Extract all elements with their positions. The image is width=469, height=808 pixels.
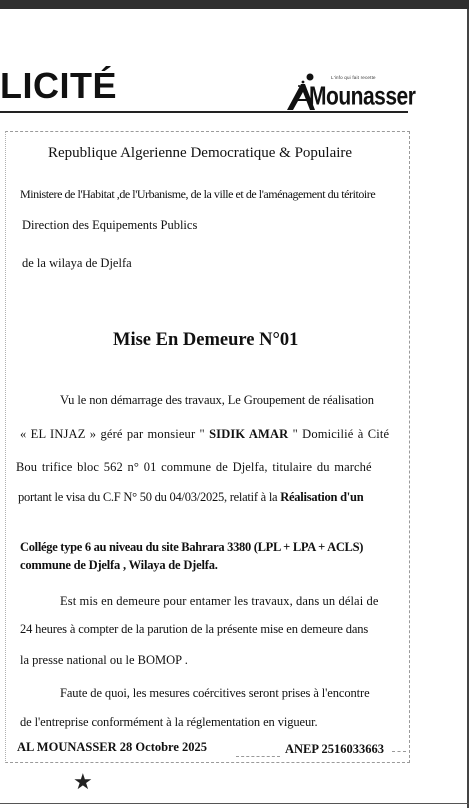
republic-line: Republique Algerienne Democratique & Populaire <box>48 145 353 161</box>
para2-line3: la presse national ou le BOMOP . <box>20 653 188 667</box>
para3-line2: de l'entreprise conformément à la réglementation en vigueur. <box>20 715 318 729</box>
publication-date: AL MOUNASSER 28 Octobre 2025 <box>17 740 208 754</box>
notice-title: Mise En Demeure N°01 <box>113 330 299 350</box>
project-line1: Collége type 6 au niveau du site Bahrara 3380 (LPL + LPA + ACLS) <box>20 540 364 554</box>
visa-text: portant le visa du C.F N° 50 du 04/03/2025, relatif à la <box>18 490 278 504</box>
top-dark-bar <box>0 0 469 9</box>
bottom-divider <box>0 803 469 804</box>
para1-line2 <box>20 427 389 442</box>
footer-dashes-right <box>392 751 406 752</box>
logo-name: Mounasser <box>309 82 416 111</box>
star-icon: ★ <box>73 769 93 794</box>
header-divider <box>0 111 408 113</box>
para2-line2: 24 heures à compter de la parution de la présente mise en demeure dans <box>20 622 369 636</box>
newspaper-logo <box>283 70 416 114</box>
direction-line: Direction des Equipements Publics <box>22 218 198 232</box>
manager-name: SIDIK AMAR <box>209 427 289 441</box>
project-intro: Réalisation d'un <box>280 490 364 504</box>
wilaya-line: de la wilaya de Djelfa <box>22 256 132 270</box>
para1-line3: Bou trifice bloc 562 n° 01 commune de Djelfa, titulaire du marché <box>16 460 372 474</box>
ministry-line: Ministere de l'Habitat ,de l'Urbanisme, de la ville et de l'aménagement du téritoire <box>20 187 376 201</box>
project-line2: commune de Djelfa , Wilaya de Djelfa. <box>20 558 218 572</box>
section-title: LICITÉ <box>0 65 117 106</box>
para1-line4 <box>18 490 363 505</box>
para3-line1: Faute de quoi, les mesures coércitives seront prises à l'encontre <box>60 686 370 700</box>
anep-reference: ANEP 2516033663 <box>285 742 384 756</box>
contractor-intro: « EL INJAZ » géré par monsieur " <box>20 427 205 441</box>
domicile-text: " Domicilié à Cité <box>292 427 390 441</box>
footer-dashes <box>236 756 280 757</box>
logo-tagline: L'info qui fait recette <box>331 75 376 80</box>
para1-line1: Vu le non démarrage des travaux, Le Groupement de réalisation <box>60 393 374 407</box>
para2-line1: Est mis en demeure pour entamer les travaux, dans un délai de <box>60 594 379 608</box>
